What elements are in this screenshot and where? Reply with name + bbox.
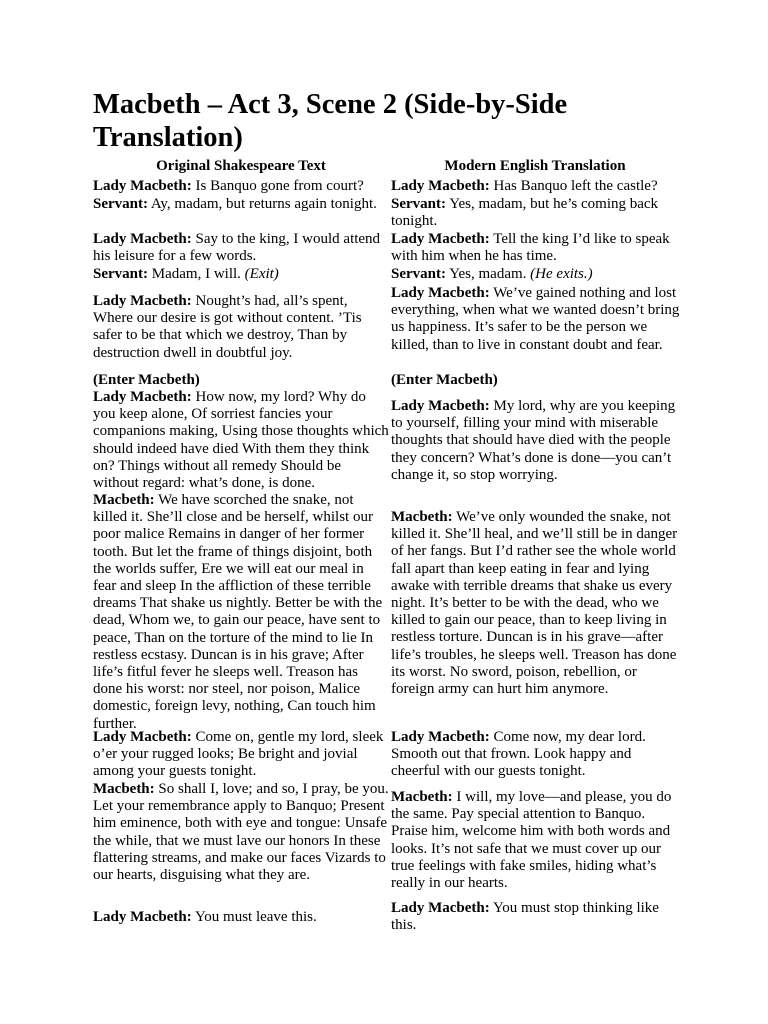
dialogue-text: My lord, why are you keeping to yourself, filling your mind with miserable thoughts that should have died with the people they concern? What’s done is done—you can’t change it, so stop worrying.: [391, 398, 676, 483]
speaker-name: Macbeth:: [391, 509, 453, 525]
speaker-name: Macbeth:: [93, 492, 155, 508]
dialogue-text: We’ve gained nothing and lost everything, when what we wanted doesn’t bring us happiness. It’s safer to be the person we killed, than to live in constant doubt and fear.: [391, 285, 680, 353]
page-title: Macbeth – Act 3, Scene 2 (Side-by-Side Translation): [93, 89, 568, 153]
dialogue-text: You must leave this.: [191, 909, 317, 925]
original-line: [93, 293, 389, 362]
modern-line: [391, 729, 683, 781]
original-line: [93, 729, 389, 781]
column-header-original: Original Shakespeare Text: [156, 158, 326, 174]
modern-line: [391, 196, 683, 230]
modern-line: [391, 509, 683, 698]
speaker-name: Macbeth:: [391, 789, 453, 805]
speaker-name: Lady Macbeth:: [391, 900, 490, 916]
dialogue-text: We’ve only wounded the snake, not killed it. She’ll heal, and we’ll still be in danger of her fangs. But I’d rather see the whole world fall apart than keep eating in fear and lying awake with terrible dreams that shake us every night. It’s better to be with the dead, who we killed to gain our peace, than to keep living in restless torture. Duncan is in his grave—after life’s troubles, he sleeps well. Treason has done its worst. No sword, poison, rebellion, or foreign army can hurt him anymore.: [391, 509, 678, 698]
original-line: [93, 389, 389, 492]
dialogue-text: We have scorched the snake, not killed it. She’ll close and be herself, whilst our poor malice Remains in danger of her former tooth. But let the frame of things disjoint, both the worlds suffer, Ere we will eat our meal in fear and sleep In the affliction of these terrible dreams That shake us nightly. Better be with the dead, Whom we, to gain our peace, have sent to peace, Than on the torture of the mind to lie In restless ecstasy. Duncan is in his grave; After life’s fitful fever he sleeps well. Treason has done his worst: nor steel, nor poison, Malice domestic, foreign levy, nothing, Can touch him further.: [93, 492, 383, 732]
speaker-name: Lady Macbeth:: [391, 231, 490, 247]
dialogue-text: You must stop thinking like this.: [391, 900, 659, 934]
modern-line: [391, 900, 683, 934]
dialogue-text: Tell the king I’d like to speak with him when he has time.: [391, 231, 670, 265]
speaker-name: Lady Macbeth:: [391, 285, 490, 301]
dialogue-text: Yes, madam.: [446, 266, 531, 282]
dialogue-text: How now, my lord? Why do you keep alone, Of sorriest fancies your companions making, Using those thoughts which should indeed have died With them they think on? Things without all remedy Should be without regard: what’s done, is done.: [93, 389, 389, 492]
speaker-name: Servant:: [93, 196, 148, 212]
dialogue-text: Come on, gentle my lord, sleek o’er your rugged looks; Be bright and jovial among your guests tonight.: [93, 729, 384, 780]
dialogue-text: Say to the king, I would attend his leisure for a few words.: [93, 231, 381, 265]
dialogue-text: Has Banquo left the castle?: [489, 178, 658, 194]
speaker-name: Servant:: [391, 266, 446, 282]
modern-line: [391, 789, 683, 892]
original-line: [93, 492, 389, 733]
original-line: [93, 231, 389, 265]
modern-line: [391, 178, 683, 195]
original-line: [93, 909, 389, 926]
speaker-name: Macbeth:: [93, 781, 155, 797]
speaker-name: Lady Macbeth:: [391, 398, 490, 414]
modern-line: [391, 231, 683, 265]
speaker-name: Lady Macbeth:: [93, 178, 192, 194]
speaker-name: Servant:: [93, 266, 148, 282]
column-header-modern: Modern English Translation: [444, 158, 626, 174]
modern-line: [391, 266, 683, 283]
modern-line: [391, 285, 683, 354]
speaker-name: Lady Macbeth:: [93, 389, 192, 405]
dialogue-text: Is Banquo gone from court?: [191, 178, 364, 194]
stage-direction: (He exits.): [530, 266, 593, 282]
speaker-name: Servant:: [391, 196, 446, 212]
dialogue-text: So shall I, love; and so, I pray, be you. Let your remembrance apply to Banquo; Present him eminence, both with eye and tongue: Unsafe the while, that we must lave our honors In these flattering streams, and make our faces Vizards to our hearts, disguising what they are.: [93, 781, 389, 884]
original-line: [93, 178, 389, 195]
dialogue-text: Come now, my dear lord. Smooth out that frown. Look happy and cheerful with our guests tonight.: [391, 729, 646, 780]
stage-direction: (Enter Macbeth): [93, 372, 200, 388]
dialogue-text: Yes, madam, but he’s coming back tonight.: [391, 196, 659, 230]
speaker-name: Lady Macbeth:: [391, 178, 490, 194]
speaker-name: Lady Macbeth:: [93, 909, 192, 925]
stage-direction: (Enter Macbeth): [391, 372, 498, 388]
speaker-name: Lady Macbeth:: [391, 729, 490, 745]
speaker-name: Lady Macbeth:: [93, 293, 192, 309]
original-line: [93, 196, 389, 213]
original-line: [93, 266, 389, 283]
speaker-name: Lady Macbeth:: [93, 729, 192, 745]
dialogue-text: Madam, I will.: [148, 266, 245, 282]
dialogue-text: Nought’s had, all’s spent, Where our desire is got without content. ’Tis safer to be that which we destroy, Than by destruction dwell in doubtful joy.: [93, 293, 362, 361]
speaker-name: Lady Macbeth:: [93, 231, 192, 247]
stage-direction: (Exit): [244, 266, 279, 282]
modern-line: [391, 398, 683, 484]
dialogue-text: Ay, madam, but returns again tonight.: [148, 196, 377, 212]
original-line: [93, 781, 389, 884]
dialogue-text: I will, my love—and please, you do the same. Pay special attention to Banquo. Praise him, welcome him with both words and looks. It’s not safe that we must cover up our true feelings with fake smiles, hiding what’s really in our hearts.: [391, 789, 672, 892]
